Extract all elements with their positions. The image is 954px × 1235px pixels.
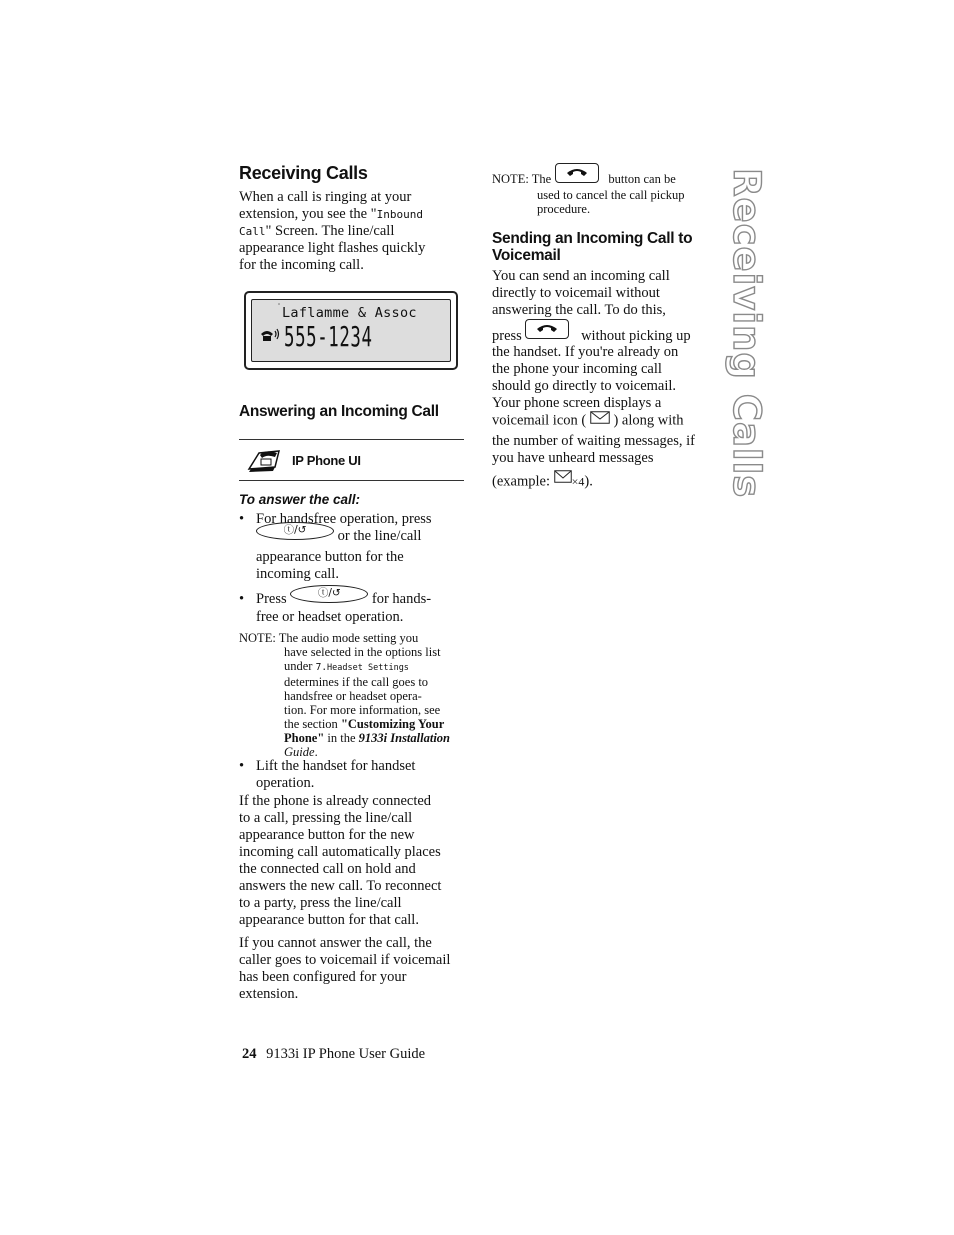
note-label: NOTE: [492, 171, 529, 186]
handset-icon [536, 323, 558, 335]
answering-heading: Answering an Incoming Call [239, 403, 439, 420]
list-item-text: Press ⓣ/↺ for hands- [256, 587, 432, 608]
page-footer [242, 1046, 425, 1063]
list-item-text: free or headset operation. [256, 609, 404, 625]
voicemail-paragraph: You can send an incoming call directly to voicemail without answering the call. To do this, press without picking up the handset. If you're already on the phone your incoming call should go directly to voicemail. Your phone screen displays a voicemail icon ( ) along with the number of waiting messages, if you have unheard messages (example: ×4). [492, 268, 695, 490]
page-heading: Receiving Calls [239, 163, 368, 183]
divider [239, 439, 464, 440]
list-item [256, 758, 466, 792]
ringing-phone-icon [260, 328, 280, 347]
lcd-marker: ˙ [276, 303, 283, 314]
footer-title: 9133i IP Phone User Guide [266, 1046, 426, 1062]
divider [239, 480, 464, 481]
handsfree-key: ⓣ/↺ [290, 585, 368, 603]
envelope-icon [554, 470, 572, 488]
page-number: 24 [242, 1046, 257, 1062]
bullet-dot: • [239, 511, 245, 527]
intro-paragraph [239, 189, 425, 274]
note-label: NOTE: [239, 631, 276, 645]
intro-line: Call" Screen. The line/call [239, 223, 395, 239]
intro-line: extension, you see the "Inbound [239, 206, 423, 222]
bullet-dot: • [239, 758, 245, 774]
side-tab [724, 168, 768, 499]
list-item-text: appearance button for the [256, 549, 404, 565]
intro-line: When a call is ringing at your [239, 189, 412, 205]
envelope-icon [590, 411, 610, 429]
paragraph-voicemail: If you cannot answer the call, the caller goes to voicemail if voicemail has been configured for your extension. [239, 935, 451, 1002]
list-item-text: operation. [256, 775, 315, 791]
paragraph-reconnect: If the phone is already connected to a call, pressing the line/call appearance button for the new incoming call automatically places the connected call on hold and answers the new call. To reconnect to a party, press the line/call appearance button for that call. [239, 793, 442, 928]
intro-line: appearance light flashes quickly [239, 240, 426, 256]
lcd-display [251, 299, 451, 362]
handset-icon [566, 167, 588, 179]
ip-phone-ui-label: IP Phone UI [292, 453, 361, 468]
list-item-text: incoming call. [256, 566, 339, 582]
list-item-text: or the line/call [337, 528, 422, 545]
handsfree-key: ⓣ/↺ [256, 522, 334, 540]
list-item [256, 511, 466, 583]
side-tab-label: Receiving Calls [725, 168, 768, 499]
lcd-caller-number: 555-1234 [284, 320, 373, 353]
phone-icon [247, 447, 283, 478]
list-item-text [256, 524, 466, 549]
list-item [256, 586, 466, 626]
bullet-dot: • [239, 591, 245, 607]
intro-line: for the incoming call. [239, 257, 364, 273]
list-item-text: For handsfree operation, press [256, 511, 432, 527]
note-block: NOTE: The audio mode setting you have selected in the options list under 7.Headset Settings determines if the call goes to handsfree or headset opera- tion. For more information, see the section "Customizing Your Phone" in the 9133i Installation Guide. [239, 631, 451, 759]
goodbye-key [555, 163, 599, 183]
lcd-caller-name: Laflamme & Assoc [282, 305, 417, 321]
voicemail-heading: Sending an Incoming Call to Voicemail [492, 230, 693, 264]
right-note-block: NOTE: The button can be used to cancel the call pickup procedure. [492, 165, 717, 216]
lcd-screen [244, 291, 458, 370]
list-item-text: Lift the handset for handset [256, 758, 416, 774]
to-answer-heading: To answer the call: [239, 492, 361, 507]
goodbye-key [525, 319, 569, 339]
